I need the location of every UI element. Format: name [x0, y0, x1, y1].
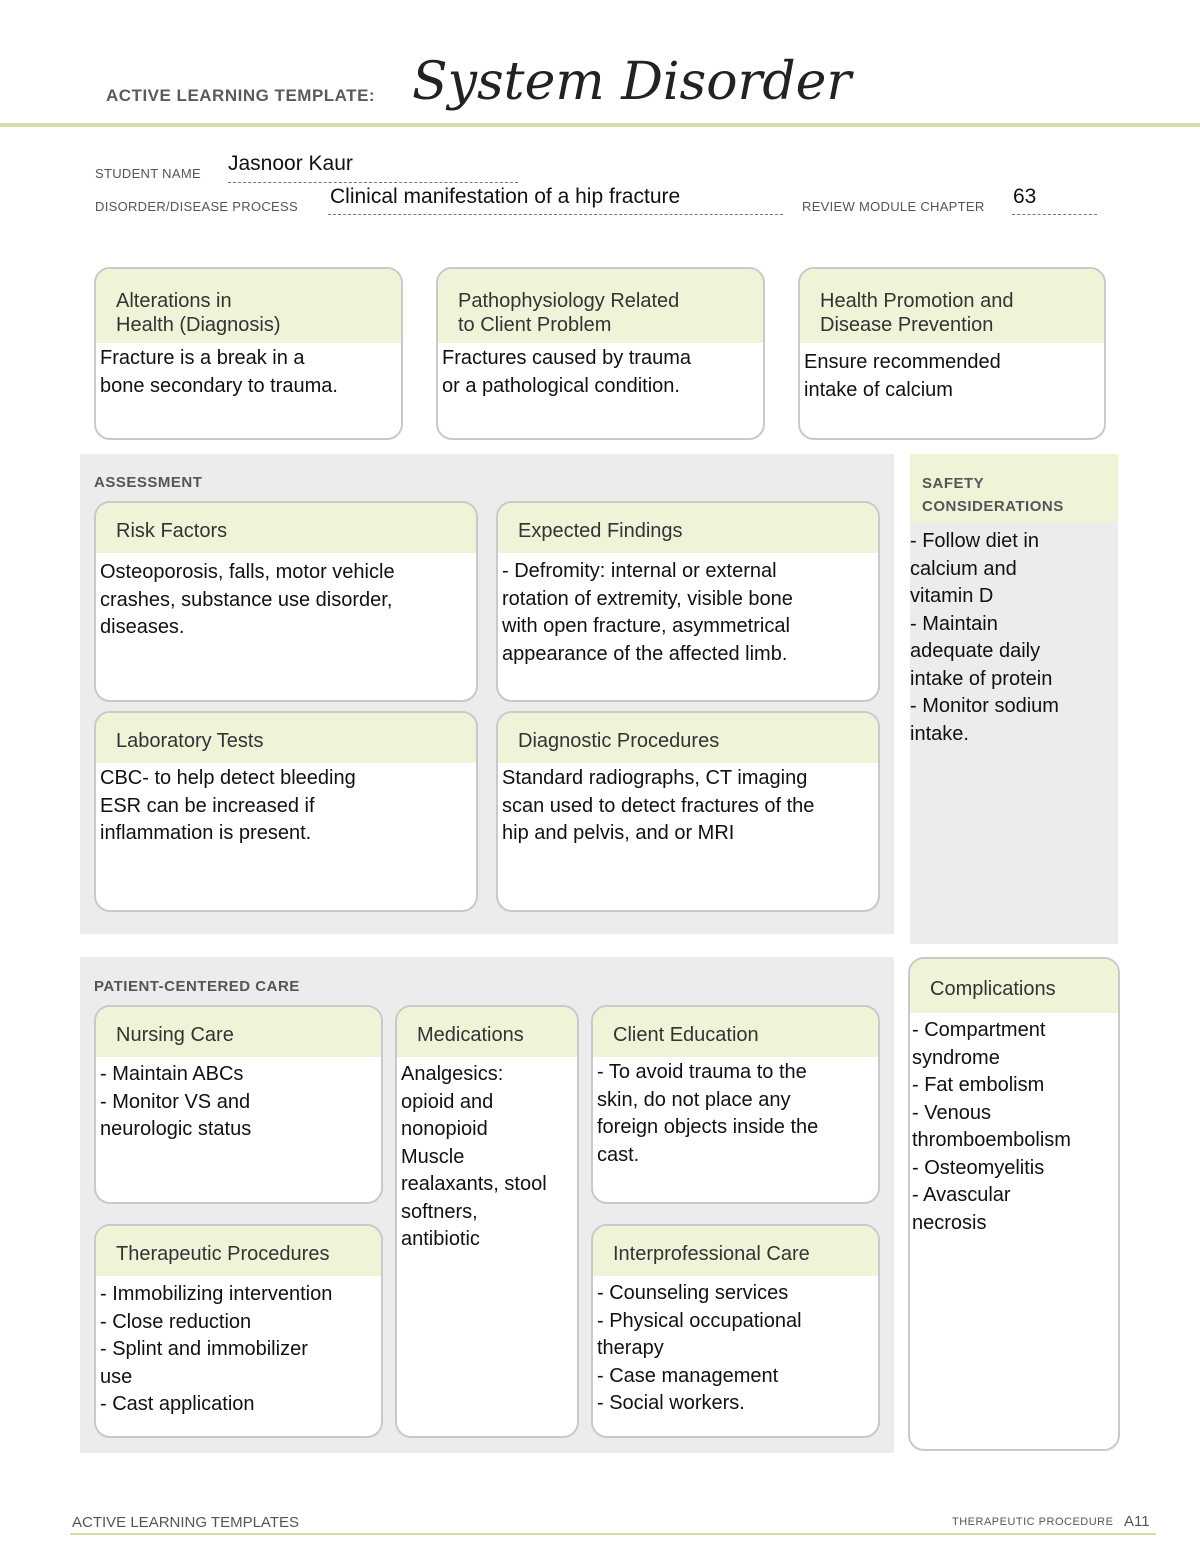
- card-title: Risk Factors: [96, 503, 476, 553]
- card-title: Diagnostic Procedures: [498, 713, 878, 763]
- card-expected-findings: [496, 501, 880, 702]
- card-title: Complications: [910, 959, 1118, 1013]
- card-body[interactable]: - Defromity: internal or external rotation of extremity, visible bone with open fracture, asymmetrical appearance of the affected limb.: [502, 560, 793, 665]
- disorder-field[interactable]: Clinical manifestation of a hip fracture: [330, 185, 681, 208]
- footer-page-number: A11: [1124, 1513, 1150, 1530]
- patient-care-title: PATIENT-CENTERED CARE: [94, 978, 300, 995]
- card-title: Interprofessional Care: [593, 1226, 878, 1276]
- card-body[interactable]: - To avoid trauma to the skin, do not place any foreign objects inside the cast.: [597, 1061, 819, 1166]
- disorder-line: [328, 214, 783, 215]
- card-body[interactable]: - Compartment syndrome - Fat embolism - Venous thromboembolism - Osteomyelitis - Avascular necrosis: [912, 1019, 1071, 1234]
- card-body[interactable]: Analgesics: opioid and nonopioid Muscle realaxants, stool softners, antibiotic: [401, 1063, 547, 1250]
- card-medications: [395, 1005, 579, 1438]
- card-body[interactable]: CBC- to help detect bleeding ESR can be increased if inflammation is present.: [100, 767, 356, 844]
- card-title: Pathophysiology Related to Client Problem: [438, 269, 763, 343]
- card-complications: [908, 957, 1120, 1451]
- card-nursing-care: [94, 1005, 383, 1204]
- card-body[interactable]: Osteoporosis, falls, motor vehicle crashes, substance use disorder, diseases.: [100, 561, 395, 638]
- card-body[interactable]: Ensure recommended intake of calcium: [804, 351, 1001, 401]
- card-body[interactable]: - Maintain ABCs - Monitor VS and neurologic status: [100, 1063, 252, 1140]
- safety-body[interactable]: - Follow diet in calcium and vitamin D - Maintain adequate daily intake of protein - Monitor sodium intake.: [910, 530, 1059, 745]
- card-risk-factors: [94, 501, 478, 702]
- card-diagnostic-procedures: [496, 711, 880, 912]
- card-body[interactable]: Standard radiographs, CT imaging scan used to detect fractures of the hip and pelvis, and or MRI: [502, 767, 815, 844]
- card-body[interactable]: - Immobilizing intervention - Close reduction - Splint and immobilizer use - Cast application: [100, 1283, 333, 1415]
- card-title: Expected Findings: [498, 503, 878, 553]
- card-body[interactable]: - Counseling services - Physical occupational therapy - Case management - Social workers.: [597, 1282, 802, 1414]
- card-title: Nursing Care: [96, 1007, 381, 1057]
- card-title: Therapeutic Procedures: [96, 1226, 381, 1276]
- footer-right: THERAPEUTIC PROCEDURE: [952, 1516, 1114, 1528]
- student-name-field[interactable]: Jasnoor Kaur: [228, 152, 353, 175]
- page-title: System Disorder: [412, 52, 852, 112]
- footer-rule: [70, 1533, 1156, 1535]
- card-laboratory-tests: [94, 711, 478, 912]
- card-title: Health Promotion and Disease Prevention: [800, 269, 1104, 343]
- assessment-title: ASSESSMENT: [94, 474, 203, 491]
- card-therapeutic-procedures: [94, 1224, 383, 1438]
- card-body[interactable]: Fracture is a break in a bone secondary to trauma.: [100, 347, 338, 397]
- card-title: Alterations in Health (Diagnosis): [96, 269, 401, 343]
- card-body[interactable]: Fractures caused by trauma or a pathological condition.: [442, 347, 691, 397]
- header-rule: [0, 123, 1200, 127]
- safety-title: SAFETY CONSIDERATIONS: [922, 475, 1064, 515]
- chapter-field[interactable]: 63: [1013, 185, 1037, 208]
- footer-left: ACTIVE LEARNING TEMPLATES: [72, 1514, 299, 1531]
- card-title: Medications: [397, 1007, 577, 1057]
- card-interprofessional-care: [591, 1224, 880, 1438]
- card-pathophysiology: [436, 267, 765, 440]
- card-title: Laboratory Tests: [96, 713, 476, 763]
- card-health-promotion: [798, 267, 1106, 440]
- card-alterations-in-health: [94, 267, 403, 440]
- disorder-label: DISORDER/DISEASE PROCESS: [95, 199, 298, 214]
- student-name-label: STUDENT NAME: [95, 166, 201, 181]
- card-title: Client Education: [593, 1007, 878, 1057]
- chapter-label: REVIEW MODULE CHAPTER: [802, 199, 985, 214]
- student-name-line: [228, 182, 518, 183]
- chapter-line: [1012, 214, 1097, 215]
- card-client-education: [591, 1005, 880, 1204]
- template-label: ACTIVE LEARNING TEMPLATE:: [106, 86, 376, 105]
